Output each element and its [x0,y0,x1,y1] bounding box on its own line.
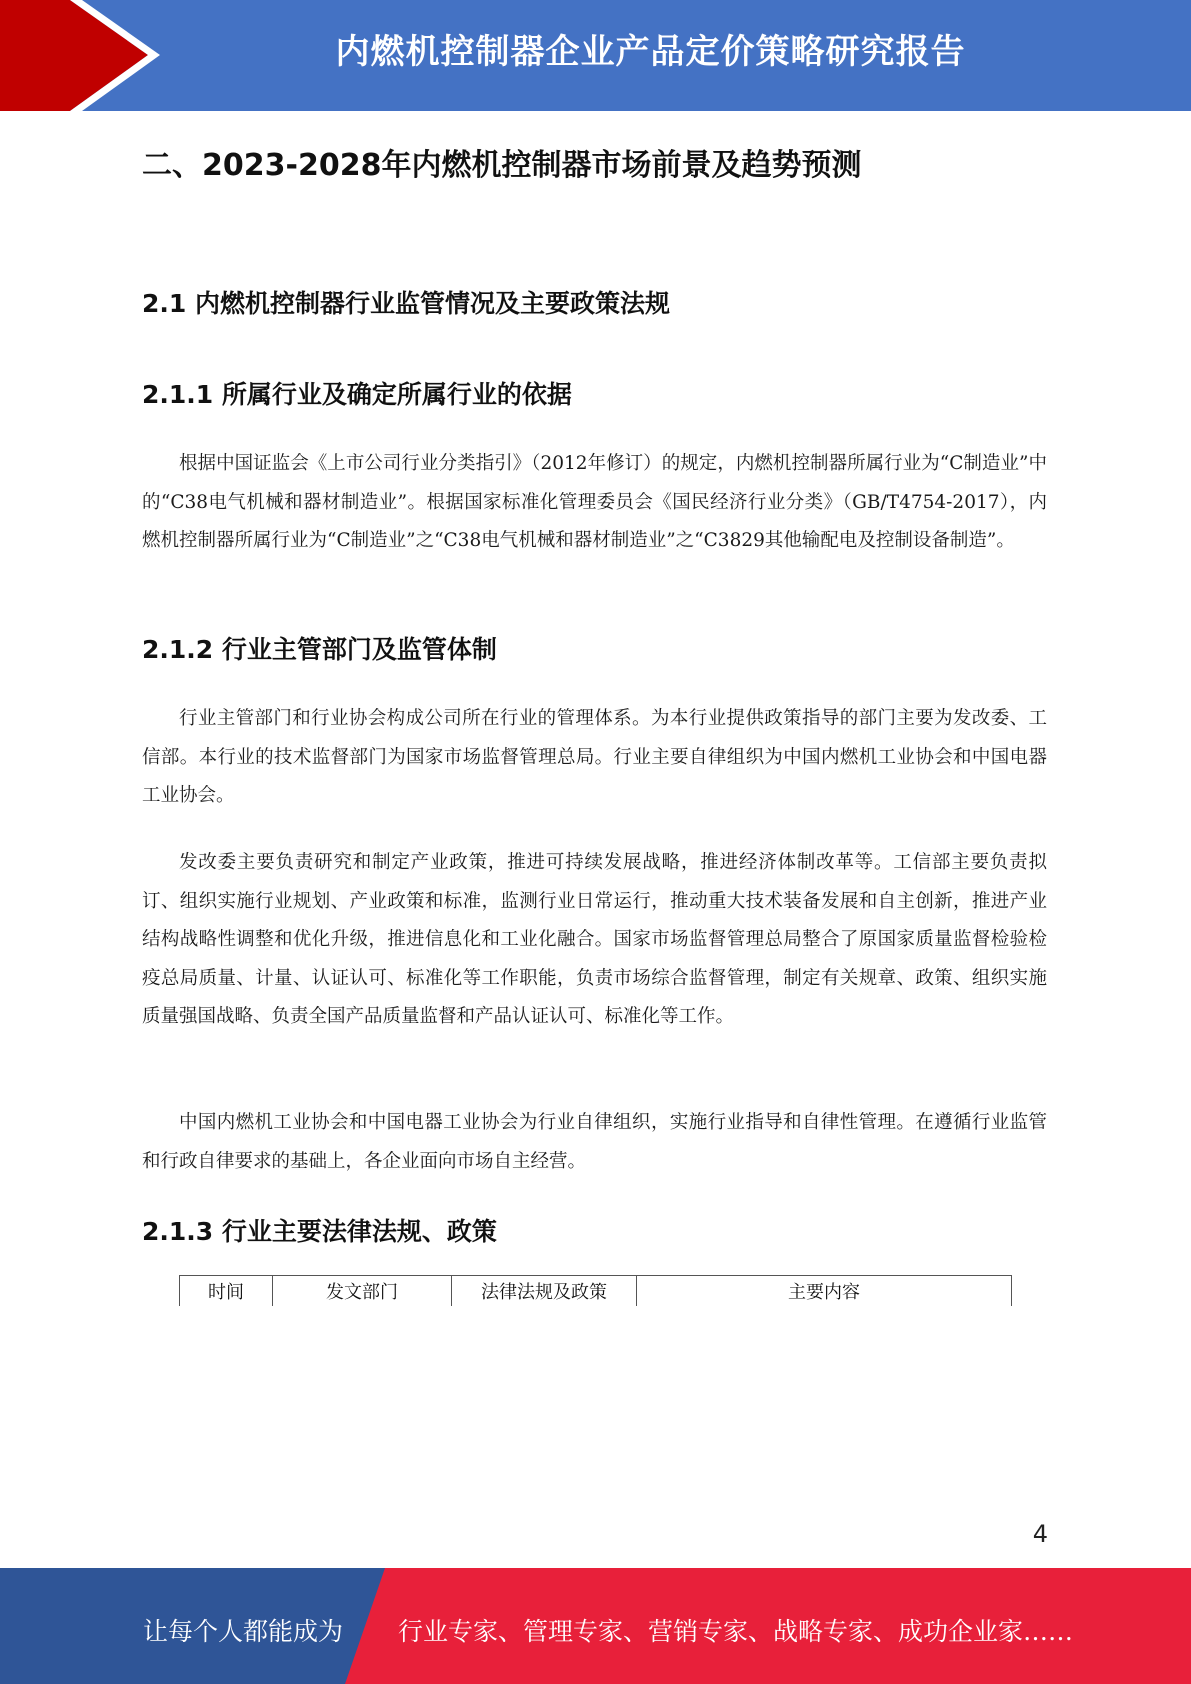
footer-slogan-right: 行业专家、管理专家、营销专家、战略专家、成功企业家…… [398,1617,1074,1646]
section-title: 二、2023-2028年内燃机控制器市场前景及趋势预测 [142,148,862,183]
policy-table [179,1275,1012,1306]
col-header-policy: 法律法规及政策 [452,1276,637,1307]
paragraph-self-regulation: 中国内燃机工业协会和中国电器工业协会为行业自律组织，实施行业指导和自律性管理。在遵循行业监管和行政自律要求的基础上，各企业面向市场自主经营。 [142,1112,1047,1172]
header-arrow-icon [0,0,160,111]
page-number: 4 [1032,1520,1048,1548]
heading-2-1: 2.1 内燃机控制器行业监管情况及主要政策法规 [142,289,670,318]
col-header-content: 主要内容 [637,1276,1012,1307]
heading-2-1-1: 2.1.1 所属行业及确定所属行业的依据 [142,380,572,409]
footer-slogan-left: 让每个人都能成为 [143,1617,344,1646]
paragraph-department-duties: 发改委主要负责研究和制定产业政策，推进可持续发展战略，推进经济体制改革等。工信部主要负责拟订、组织实施行业规划、产业政策和标准，监测行业日常运行，推动重大技术装备发展和自主创新，推进产业结构战略性调整和优化升级，推进信息化和工业化融合。国家市场监督管理总局整合了原国家质量监督检验检疫总局质量、计量、认证认可、标准化等工作职能，负责市场综合监督管理，制定有关规章、政策、组织实施质量强国战略、负责全国产品质量监督和产品认证认可、标准化等工作。 [142,852,1047,1027]
paragraph-industry-classification: 根据中国证监会《上市公司行业分类指引》（2012年修订）的规定，内燃机控制器所属行业为“C制造业”中的“C38电气机械和器材制造业”。根据国家标准化管理委员会《国民经济行业分类》（GB/T4754-2017），内燃机控制器所属行业为“C制造业”之“C38电气机械和器材制造业”之“C3829其他输配电及控制设备制造”。 [142,453,1047,551]
heading-2-1-3: 2.1.3 行业主要法律法规、政策 [142,1217,497,1246]
report-title: 内燃机控制器企业产品定价策略研究报告 [335,32,966,72]
col-header-time: 时间 [180,1276,273,1307]
col-header-department: 发文部门 [273,1276,452,1307]
table-header-row [180,1276,1012,1307]
heading-2-1-2: 2.1.2 行业主管部门及监管体制 [142,635,497,664]
page-header [0,0,1191,111]
paragraph-regulatory-bodies: 行业主管部门和行业协会构成公司所在行业的管理体系。为本行业提供政策指导的部门主要为发改委、工信部。本行业的技术监督部门为国家市场监督管理总局。行业主要自律组织为中国内燃机工业协会和中国电器工业协会。 [142,708,1047,806]
